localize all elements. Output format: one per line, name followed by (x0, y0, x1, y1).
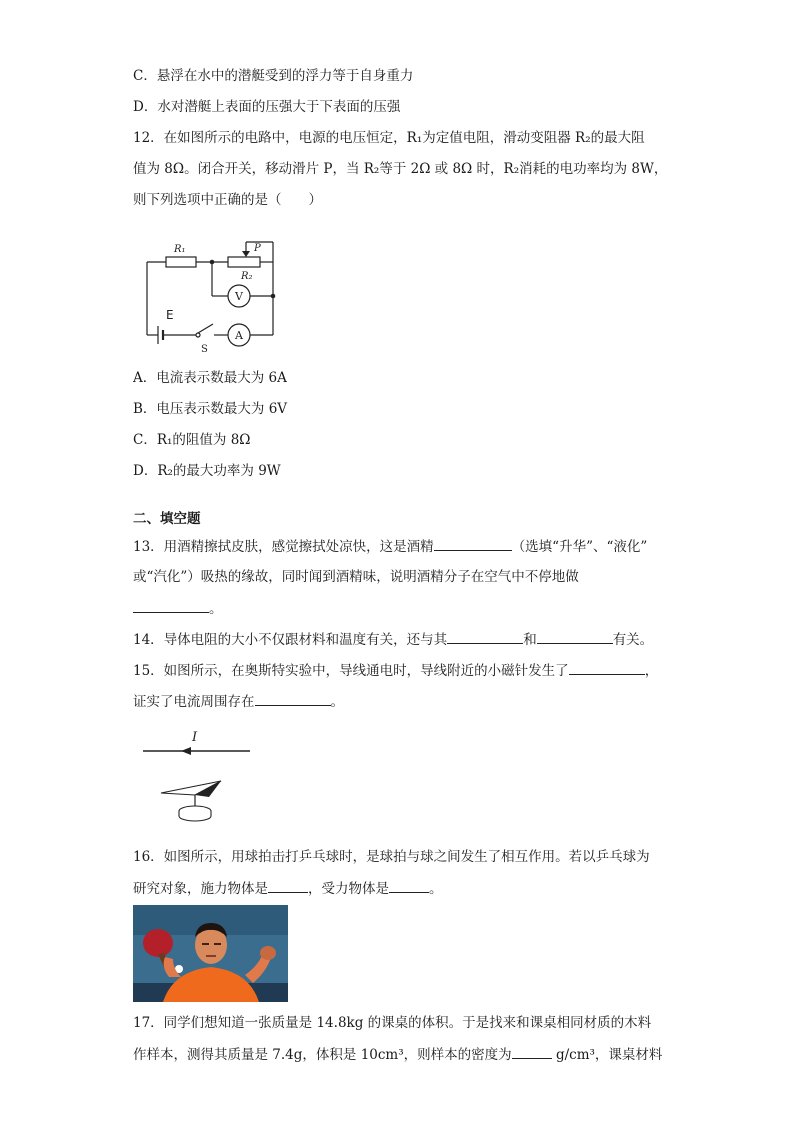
q12-stem-line1: 12．在如图所示的电路中，电源的电压恒定，R₁为定值电阻，滑动变阻器 R₂的最大阻 (133, 130, 645, 146)
q14-text-a: 14．导体电阻的大小不仅跟材料和温度有关，还与其 (133, 632, 448, 648)
q14-text-c: 有关。 (612, 632, 654, 648)
switch-pivot (196, 333, 200, 337)
answer-blank[interactable] (434, 536, 512, 551)
answer-blank[interactable] (447, 629, 523, 644)
label-s: S (201, 344, 208, 355)
slider-arrow (242, 251, 250, 257)
section-heading: 二、填空题 (133, 511, 201, 527)
q12-option-a: A．电流表示数最大为 6A (133, 370, 287, 386)
label-a: A (235, 329, 243, 342)
answer-blank[interactable] (268, 878, 308, 893)
q12-option-b: B．电压表示数最大为 6V (133, 401, 288, 417)
q16-line2 (133, 878, 443, 899)
q12-stem-line2: 值为 8Ω。闭合开关，移动滑片 P，当 R₂等于 2Ω 或 8Ω 时，R₂消耗的电功率均为 8W， (133, 161, 668, 177)
answer-blank[interactable] (133, 598, 209, 613)
r2-resistor (228, 257, 260, 267)
answer-blank[interactable] (389, 878, 429, 893)
current-arrow (181, 747, 191, 755)
junction-dot (210, 260, 215, 265)
answer-blank[interactable] (569, 660, 645, 675)
q14-text-b: 和 (523, 632, 537, 648)
q17-line2 (133, 1044, 662, 1065)
q13-period: 。 (209, 601, 223, 617)
q13-text-a: 13．用酒精擦拭皮肤，感觉擦拭处凉快，这是酒精 (133, 539, 434, 555)
q11-option-d: D．水对潜艇上表面的压强大于下表面的压强 (133, 99, 401, 115)
r1-resistor (166, 257, 196, 267)
q13-line2: 或“汽化”）吸热的缘故，同时闻到酒精味，说明酒精分子在空气中不停地做 (133, 569, 579, 585)
q14-line (133, 629, 653, 650)
q17-text-b: g/cm³，课桌材料 (551, 1047, 663, 1063)
current-label: I (192, 730, 198, 745)
answer-blank[interactable] (512, 1044, 552, 1059)
q13-line3 (133, 598, 223, 619)
q13-line1 (133, 536, 647, 557)
q15-comma: ， (644, 663, 659, 679)
compass-base-side (179, 811, 211, 821)
q12-stem-line3: 则下列选项中正确的是（ ） (133, 192, 322, 208)
q17-line1: 17．同学们想知道一张质量是 14.8kg 的课桌的体积。于是找来和课桌相同材质的木料 (133, 1015, 652, 1031)
table-tennis-photo (133, 905, 288, 1002)
q12-option-d: D．R₂的最大功率为 9W (133, 463, 281, 479)
q16-text-b: ，受力物体是 (308, 881, 389, 897)
paddle (143, 929, 173, 957)
q15-text-b: 证实了电流周围存在 (133, 694, 255, 710)
switch-lever (198, 324, 213, 333)
q15-period: 。 (330, 694, 344, 710)
label-r2: R₂ (241, 271, 253, 282)
answer-blank[interactable] (537, 629, 613, 644)
q15-line2 (133, 691, 344, 712)
q16-text-c: 。 (429, 881, 443, 897)
q16-line1: 16．如图所示，用球拍击打乒乓球时，是球拍与球之间发生了相互作用。若以乒乓球为 (133, 849, 650, 865)
label-e: E (166, 308, 174, 322)
q11-option-c: C．悬浮在水中的潜艇受到的浮力等于自身重力 (133, 68, 414, 84)
label-r1: R₁ (174, 244, 186, 255)
answer-blank[interactable] (255, 691, 331, 706)
q15-line1 (133, 660, 658, 681)
circuit-diagram (130, 232, 290, 357)
label-p: P (254, 243, 261, 254)
q16-text-a: 研究对象，施力物体是 (133, 881, 268, 897)
q13-text-b: （选填“升华”、“液化” (511, 539, 648, 555)
label-v: V (235, 290, 243, 303)
oersted-figure (135, 725, 260, 825)
junction-dot (271, 294, 276, 299)
q17-text-a: 作样本，测得其质量是 7.4g，体积是 10cm³，则样本的密度为 (133, 1047, 512, 1063)
q12-option-c: C．R₁的阻值为 8Ω (133, 432, 251, 448)
q15-text-a: 15．如图所示，在奥斯特实验中，导线通电时，导线附近的小磁针发生了 (133, 663, 569, 679)
